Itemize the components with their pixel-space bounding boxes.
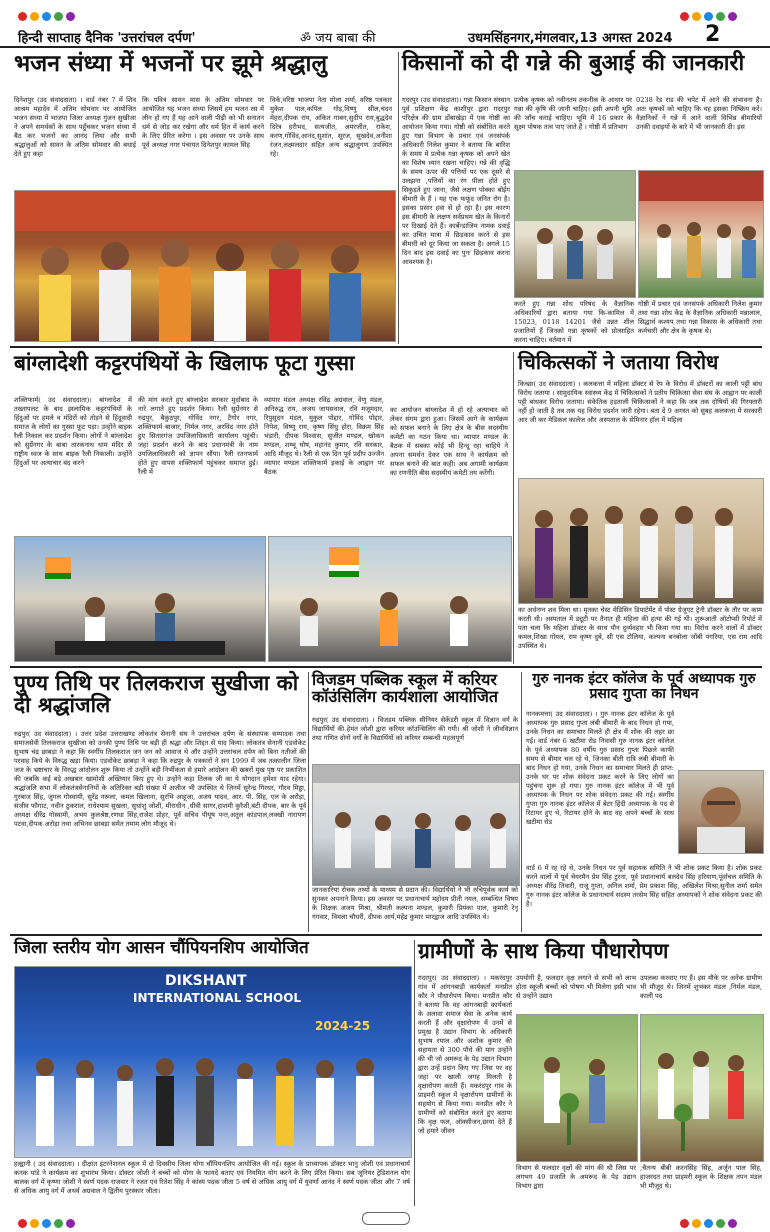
a3-col2: की मांग करते हुए बांग्लादेश सरकार मुर्दाबाद के नारे लगाते हुए प्रदर्शन किया। रैली सुर्ग्रेनगर से रुद्रपुर, बैकुंठपुर, गोविंद नगर, टैगोर नगर, शक्तिफार्म बाजार, निर्मल नगर, अरविंद नगर होते हुए सितारगंज उपजिलाधिकारी कार्यालय पहुंची। जहां प्रदर्शन करने के बाद प्रधानमंत्री के नाम उपजिलाधिकारी को ज्ञापन सौंपा। रैली रतनफार्म होते हुए वापस शक्तिफार्म पहुंचकर समाप्त हुई। रैली में <box>138 396 258 476</box>
masthead-slogan: ॐ जय बाबा की <box>300 31 376 46</box>
headline-bangladesh: बांग्लादेशी कट्टरपंथियों के खिलाफ फूटा गुस्सा <box>14 351 355 375</box>
yoga-participants-image <box>15 1037 411 1157</box>
a9-col1: गदरपुर( उद संवाददाता) । मकरंदपुर गांव में आंगनबाड़ी कार्यकर्ता मनप्रीत कौर ने पौधारोपण किया। मनप्रीत कौर ने बताया कि वह आंगनबाड़ी कार्यकर्ता के अलावा समाज सेवा के अनेक कार्य करती हैं और वृक्षारोपण में उनमें से प्रमुख है उद्यान विभाग के अधिकारी सुभाष रयाल और अशोक कुमार की सहायता से 300 पौधे की मांग उन्होंने की थी जो अमरूद के पेड़ उद्यान विभाग द्वारा उन्हें प्रदान किए गए जिस पर वह जहां पर खाली जगह मिलती है वृक्षारोपण करती हैं। मकरंदपुर गांव के प्राइमरी स्कूल में वृक्षारोपण ग्रामीणों के सहयोग से किया गया। मनप्रीत कौर ने ग्रामीणों को संबोधित करते हुए बताया कि वृक्ष फल, ऑक्सीजन,छाया देते हैं जो हमारे जीवन <box>418 974 512 1135</box>
color-dots-left <box>18 6 78 25</box>
column-divider-2 <box>513 352 514 664</box>
section-divider-2 <box>10 666 762 668</box>
goshthi-image-1 <box>515 171 635 297</box>
a3-col3: व्यापार मंडल अध्यक्ष रविंद्र अग्रवाल, वेणु मंडल, अनिरुद्ध राय, अजय जायसवाल, रवि मजूमदार, रिपुसूदन मंडल, मुकुल पोद्दार, गोविंद पोद्दार, निपेश, विष्णु राय, कृष्ण सिंधु होरा, विक्रम सिंह भंडारी, दीपक विश्वास, सुजीत मण्डल, खोकन मण्डल, शम्भू घोष, महानंद कुमार, रवि सरकार, आदि मौजूद थे। रैली से एक दिन पूर्व प्रदीप उज्जैन व्यापार मण्डल शक्तिफार्म इकाई के आह्वान पर बैठक <box>264 396 384 476</box>
a4-caption: का अर्धनग्न शव मिला था। मृतका चेस्ट मेडिसिन डिपार्टमेंट में पोस्ट ग्रेजुएट ट्रेनी डॉक्टर के तौर पर काम करती थी। अस्पताल में ड्यूटी पर तैनात ही महिला की हत्या की गई थी। शुरूआती ऑटोप्सी रिपोर्ट में पता चला कि महिला डॉक्टर के साथ यौन दुर्व्यवहार भी किया गया था। विरोध करने वालों में डॉक्टर कमल,शिखा गोयल, राम कृष्ण दुबे, सी एस टोलिया, कल्पना बनबोला जोंबी पंगरिया, एस राम आदि उपस्थित थे। <box>518 606 762 650</box>
page-number: 2 <box>705 22 721 47</box>
section-divider <box>10 346 762 348</box>
plantation-image-2 <box>641 1015 763 1161</box>
banner-school-subtitle: INTERNATIONAL SCHOOL <box>133 991 302 1005</box>
a9-caption2: ,चैतन्य बीबी करनसिंह सिंह, अर्जुन पाल सिंह, हाजरदत तथा प्राइमरी स्कूल के शिक्षक तपन मंडल भी मौजूद थे। <box>640 1164 762 1190</box>
newspaper-name: हिन्दी साप्ताह दैनिक 'उत्तरांचल दर्पण' <box>18 31 196 46</box>
bhajan-crowd-image <box>15 191 395 341</box>
photo-doctors-protest <box>518 478 764 604</box>
photo-plantation-1 <box>516 1014 638 1162</box>
headline-plantation: ग्रामीणों के साथ किया पौधारोपण <box>418 939 669 963</box>
a1-col3: विर्क,वरिष्ठ भाजपा नेता मोला शर्मा, वरिष्ठ पत्रकार मुकेश पाल,कपिल गोड़,विष्णु सील,चंदन मेहरा,दीपक राय, अंकित गाबन,सुदीप राय,बुद्धदेव दिरेत्र हरीभद, सत्यजीत, अमरजीत, राकेश, करण,गोविंद,आनंद,सुशांत, सूरज, सुखदेव,अनीशा रंजन,लक्ष्मलदार सहित अन्य श्रद्धालुगण उपस्थित रहे। <box>270 96 392 158</box>
headline-tilakraj: पुण्य तिथि पर तिलकराज सुखीजा को दी श्रद्धांजलि <box>14 671 299 718</box>
a1-col1: दिनेशपुर (उद संवाददाता) । वार्ड नंबर 7 में शिव आश्रम महादेव में अंतिम सोमवार पर आयोजित भजन संध्या में भाजपा जिला अध्यक्ष गुंजन सुखीजा ने अपने समर्थकों के साथ पहुँचकर भजन संध्या में बैठ कर भजनों का आनंद लिया और सभी श्रद्धालुओं को सावन के अंतिम सोमवार की बधाई देते हुए कहा <box>14 96 136 158</box>
career-counselling-image <box>313 765 519 885</box>
a2-caption2: गोष्ठी में प्रचार एवं जनसंपर्क अधिकारी निलेश कुमार तथा गन्ना शोध केंद्र के वैज्ञानिक अधिकारी मन्नालाल, सिद्धार्थ कश्यप तथा गन्ना विकास के अधिकारी तथा कर्मचारी और क्षेत्र के कृषक थे। <box>638 300 762 335</box>
a9-col3: उपलब्ध करवाए गए हैं। इस मौके पर अनेक ग्रामीण भी मौजूद थे। जिनमें शुभंकर मंडल ,निर्मल मंडल, काली पद <box>640 974 762 1000</box>
a8-body: हल्द्वानी ( उद संवाददाता) । दीक्षांत इंटरनेशनल स्कूल में दो दिवसीय जिला योगा चौंपियनशिप आयोजित की गई। स्कूल के प्राध्यापक डॉक्टर भानु जोशी एवं प्रधानाचार्य कनक पांडे ने कार्यक्रम का शुभारंभ किया। डॉक्टर जोशी ने बच्चों को योगा के फायदे बताए एवं नियमित योग करने के लिए प्रेरित किया। सब जूनियर ट्रेडिशनल योग बालक वर्ग में कृष्णा जोशी ने स्वर्ण पदक राजवार ने रजत एवं रितेश सिंह ने कांस्य पदक जीता 5 वर्ष से अधिक आयु वर्ग में युवर्णा आनंद ने स्वर्ण पदक जीता और 7 वर्ष से अधिक आयु वर्ग में अथर्व अग्रवाल ने द्वितीय पुरस्कार जीता। <box>14 1160 410 1195</box>
photo-goshthi-2 <box>638 170 764 298</box>
masthead <box>0 0 770 48</box>
banner-school-name: DIKSHANT <box>165 973 247 989</box>
goshthi-image-2 <box>639 171 763 297</box>
a4-body: किच्छा( उद संवाददाता) । कलकत्ता में महिला डॉक्टर से रेप के विरोध में डॉक्टरों का काली पट्टी बांध विरोध जताया । सामुदायिक स्वास्थ्य केंद्र में चिकित्सकों ने प्रतीय चिकित्सा सेवा संघ के आह्वान पर काली पट्टी बांधकर विरोध जताया। संकेतिक हड़ताली चिकित्सकों ने कहा कि जब तक दोषियों की गिरफ्तारी नहीं हो जाती है तब तक यह विरोध प्रदर्शन जारी रहेगा। बता दें 9 अगस्त को सुबह कलकत्ता में सरकारी आर जी कर मेडिकल कालेज और अस्पताल के सेमिनार हॉल में महिला <box>518 380 762 424</box>
headline-ganna: किसानों को दी गन्ने की बुआई की जानकारी <box>402 51 745 76</box>
photo-goshthi-1 <box>514 170 636 298</box>
plantation-image-1 <box>517 1015 637 1161</box>
footer-dots-left <box>18 1213 78 1232</box>
a9-caption1: विभाग से फलदार वृक्षों की मांग की थी जिस पर लगभग 49 प्रजाति के अमरूद के पेड़ उद्यान विभाग द्वारा <box>516 1164 636 1190</box>
bike-rally-image-2 <box>269 537 511 661</box>
a5-body: रुद्रपुर( उद संवाददाता) । उत्तर प्रदेश उत्तराखण्ड लोकतंत्र सेनानी संघ ने उत्तरांचल दर्पण के संस्थापक सम्पादक तथा समाजसेवी तिलकराज सुखीजा को उनकी पुण्य तिथि पर बड़ी ही श्रद्धा और शिद्दत से याद किया। लोकतंत्र सेनानी एडवोकेट सुभाष चंद्र छाबड़ा ने कहा कि स्वर्गीय तिलकराज जन जन को आवाज थे और उन्होंने उत्तरांचल दर्पण को बिना नतीजों की परवाह किये के विरुद्ध खड़ा किया। एडवोकेट छाबड़ा ने कहा कि रुद्रपुर के पत्रकारों ने सन 1999 में जब तत्कालीन जिला जज के भ्रष्टाचार के विरुद्ध आंदोलन शुरू किया तो उन्होंने बड़ी निर्भीकता से हमारे आंदोलन की खबरों मुख पृष्ठ पर प्रकाशित की जबकि कई बड़े अखबार खामोशी अख्तियार किए हुए थे। उन्होंने कहा तिलक जी का ये योगदान हमेशा याद रहेगा। श्रद्धांजलि सभा में लोकतंत्रसेनानियों के अतिरिक्त बड़ी संख्या में अजीज भी उपस्थित थे जिनमें सुरेन्द्र गिरधर, गौरव मिड्डा, गुरबाज सिंह, जुगल गोस्वामी, सुरेंद्र नरूला, कमल खिलाना, सुरभि आहूजा, अजय यादव, आर. पी. सिंह, एल के अरोड़ा, संजीव फौगाट, नवीन ठुकराल, राधेश्याम सुखला, सुधांशु जोशी, मीराधीन ,धीवी सागर,हाशमी कुरैशी,बंटी दीपक, बार के पूर्व अध्यक्ष धीरेंद्र गोस्वामी, अभय कुलश्रेष्ठ,रणधा सिंह,राजेश प्रोहर, पूर्व सचिव पीयूष पन्त,अतुल कांडपाल,लक्खी नारायण पटवा,दीपक अरोड़ा तथा अभिनव छाबड़ा समेत तमाम लोग मौजूद थे। <box>14 730 306 828</box>
photo-bike-rally-2 <box>268 536 512 662</box>
column-divider-4 <box>521 672 522 932</box>
photo-guru-prasad <box>678 770 764 854</box>
headline-bhajan: भजन संध्या में भजनों पर झूमे श्रद्धालु <box>14 51 328 77</box>
a2-col2: प्रत्येक कृषक को नवीनतम तकनीक के आधार पर गन्ना की कृषि की जानी चाहिए। इसी अपनी भूमि की जाँच कराई चाहिए। भूमि में 16 प्रकार के सूक्ष्म पोषक तत्व पाए जाते हैं । गोष्ठी में प्रतिभाग <box>514 96 632 131</box>
a9-col2: उपयोगी है, फलदार वृक्ष लगाने से सभी को लाभ होता स्कूली बच्चों को पोषण भी मिलेगा इसी भाव से उन्होंने उद्यान <box>516 974 636 1000</box>
portrait-image <box>679 771 763 853</box>
a2-caption1: करते हुए गन्ना शोध परिषद के वैज्ञानिक अधिकारियों द्वारा बताया गया कि-कामिल में 15023, 0118 14201 जैसे उन्नत शील प्रजातियों हैं जिनको गन्ना कृषकों को प्रोत्साहित करना चाहिए। वर्तमान में <box>514 300 634 344</box>
column-divider-5 <box>414 940 415 1206</box>
a3-col4: का आयोजन बांग्लादेश में हो रहे अत्याचार को लेकर संगम द्वारा हुआ। जिसमें आगे के कार्यक्रम को सफल बनाने के लिए क्षेत्र के बीस सदस्यीय कमेटी का गठन किया था। व्यापार मण्डल के बैठक में सबका कोई भी हिन्दू रहा चाहिये ने अपना समर्थन देकर एक साथ ने कार्यक्रम को सफल बनाने की बात कही। अब अगामी कार्यक्रम का रणनीति बीस सदस्यीय कमेटी तय करेंगी। <box>390 406 508 477</box>
a6-caption: जानकारियां रोचक तथ्यों के माध्यम से प्रदान की। विद्यार्थियों ने भी रुचिपूर्वक कार्य को सुनकर अपनाने किया। इस अवसर पर प्रधानाचार्य महोदय प्रीती नयल, सम्बन्धित विषय के शिक्षक अजय मिश्रा, श्रीमती कल्पना मण्डल, कुमारी प्रियंका पाल, कुमारी रेनू गंगवार, विमला चौधरी, दीपक आर्य,महेंद्र कुमार भारद्वाज आदि उपस्थित थे। <box>312 886 518 921</box>
a7-col1: नानकमत्ता( उद संवाददाता) । गुरु नानक इंटर कॉलेज के पूर्व अध्यापक गुरु प्रसाद गुप्ता लंबी बीमारी के बाद निधन हो गया, उनके निधन का समाचार मिलते ही क्षेत्र में शोक की लहर छा गई। वार्ड नंबर 6 खटीमा रोड निवासी गुरु नानक इंटर कॉलेज के पूर्व अध्यापक 80 वर्षीय गुरु प्रसाद गुप्ता पिछले काफी समय से बीमार चल रहे थे, जिनका बीती रात्रि लंबी बीमारी के बाद निधन हो गया, उनके निधन का समाचार मिलते ही प्राप्त: उनके घर पर शोक संवेदना प्रकट करने के लिए लोगों का पहुंचना शुरू हो गया। गुरु नानक इंटर कॉलेज में भी पूर्व अध्यापक के निधन पर शोक संवेदना प्रकट की गई। स्वर्गीय गुप्ता गुरु नानक इंटर कॉलेज में बेटर हिंदी अध्यापक के पद से रिटायर हुए थे, रिटायर होने के बाद वह अपने बच्चों के साथ खटीमा रोड <box>526 710 674 826</box>
banner-year: 2024-25 <box>315 1019 371 1033</box>
photo-bike-rally-1 <box>14 536 266 662</box>
om-icon: ॐ <box>300 31 311 45</box>
doctors-protest-image <box>519 479 763 603</box>
footer-dots-right <box>680 1213 740 1232</box>
page-footer <box>0 1210 770 1226</box>
a2-col3: 0238 रेड राड की चपेट में आने की संभावना है। अतः कृषकों को चाहिए कि वह इसका निष्क्रिय करें। वैज्ञानिकों ने गन्ने में आने वाली विभिन्न बीमारियों उनकी दवाइयों के बारे में भी जानकारी दी। इस <box>636 96 762 131</box>
headline-wisdom-school: विजडम पब्लिक स्कूल में करियर कॉउंसिलिंग कार्यशाला आयोजित <box>312 670 498 706</box>
photo-yoga-championship <box>14 966 412 1158</box>
headline-guru-nanak: गुरु नानक इंटर कॉलेज के पूर्व अध्यापक गुरु प्रसाद गुप्ता का निधन <box>532 671 756 702</box>
photo-career-counselling <box>312 764 520 886</box>
registration-mark-icon <box>362 1212 410 1225</box>
bike-rally-image-1 <box>15 537 265 661</box>
dateline: उधमसिंहनगर,मंगलवार,13 अगस्त 2024 <box>468 31 673 46</box>
a7-body-rest: वार्ड 6 में रह रहे थे, उनके निधन पर पूर्व सहायक समिति ने भी शोक प्रकट किया है। शोक प्रकट करने वालों में पूर्व चेयरमैन प्रेम सिंह टुरना, पूर्व प्रधानाचार्य बलदेव सिंह हरियाण,पूर्वाचल समिति के अध्यक्ष वीरेंद्र तिवारी, राजू गुप्ता, अनिल शर्मा, प्रेम प्रकाश सिंह, अखिलेश मिश्रा,सुनील शर्मा समेत गुरु नानक इंटर कॉलेज के प्रधानाचार्य सदस्य तरसेम सिंह सहित अध्यापकों ने शोक संवेदना प्रकट की है। <box>526 864 762 908</box>
column-divider <box>398 52 399 344</box>
a1-col2: कि पवित्र सावन मास के अंतिम सोमवार पर आयोजित यह भजन संध्या जिसमें हम भजन रस में लीन हो गए हैं यह आने वाली पीढ़ी को भी सनातन धर्म से जोड़ कर रखेगा और धर्म हित में कार्य करने के लिए प्रेरित करेगा । इस अवसर पर उनके साथ पूर्व अध्यक्ष नगर पंचायत दिनेशपुर कामल सिंह <box>142 96 264 149</box>
column-divider-3 <box>308 672 309 932</box>
photo-plantation-2 <box>640 1014 764 1162</box>
a3-col1: शक्तिफार्म( उद संवाददाता)। बांग्लादेश में तख्तापलट के बाद इस्लामिक कट्टरपंथियों के हिंदुओं पर हमले व मंदिरों को तोड़ने से हिंदूवादी समाज के लोगों का गुस्सा फूट पड़ा। उन्होंने बाइक रैली निकाल कर प्रदर्शन किया। लोगों ने बांग्लादेश को सुर्ग्रेनगर के बाबा तारकनाथ धाम मंदिर से राष्ट्रीय ध्वज के साथ बाइक रैली निकाली। उन्होंने हिंदुओं पर अत्याचार बंद करने <box>14 396 132 467</box>
headline-yoga: जिला स्तरीय योग आसन चौंपियनशिप आयोजित <box>14 938 309 958</box>
photo-bhajan-sandhya <box>14 190 396 342</box>
a6-body: रुद्रपुर( उद संवाददाता) । विजडम पब्लिक सीनियर सेकेंडरी स्कूल में विज्ञान वर्ग के विद्यार्थियों की हेमंत जोशी द्वारा करियर कॉउन्सिलिंग की गयी। श्री जोशी ने जीवविज्ञान तथा गणित दोनों वर्गों के विद्यार्थियों को करियर सम्बन्धी महत्वपूर्ण <box>312 716 518 742</box>
a2-col1: गदरपुर (उद संवाददाता)। गन्ना किसान संस्थान पूर्व प्रशिक्षण केंद्र काशीपुर द्वारा गदरपुर परिक्षेत्र की ग्राम डोंबाखेड़ा में एक गोष्ठी का आयोजन किया गया। गोष्ठी को संबोधित करते हुए गन्ना विभाग के प्रचार एवं जनसंपर्क अधिकारी निलेश कुमार ने बताया कि बारिश के समय में प्रत्येक गन्ना कृषक को अपने खेत का विशेष ध्यान रखना चाहिए। गन्ने की वृद्धि के समय ऊपर की पत्तियों पर एक दूसरे से उलझना ,पत्तियों का रंग पीला होते हुए सिकुड़ते हुए जाना, जैसे लक्षण पोक्का बोईंग बीमारी के हैं । यह एक फफूंद जनित रोग है। इसका प्रसार हवा से हो रहा है। इस कारण इस बीमारी के लक्षण सर्वप्रथम खेत के किनारों पर दिखाई देते हैं। कार्बेन्डाजिम नामक दवाई का उचित मात्रा में छिड़काव करने से इस बीमारी को दूर किया जा सकता है। अगले 15 दिन बाद इस दवाई का पुनः छिड़काव करना आवश्यक है। <box>402 96 510 266</box>
section-divider-3 <box>10 934 762 936</box>
headline-doctors: चिकित्सकों ने जताया विरोध <box>518 350 719 374</box>
